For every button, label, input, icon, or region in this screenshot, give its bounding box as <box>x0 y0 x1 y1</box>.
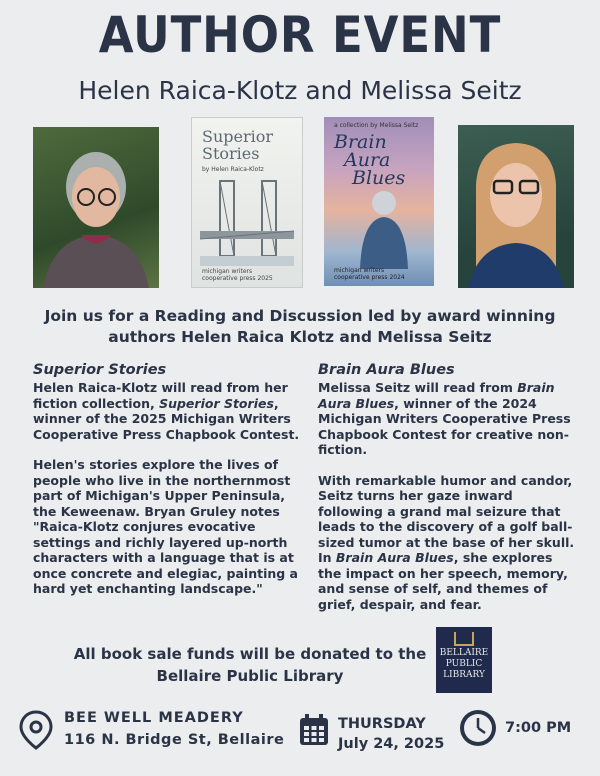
brain-cover-title: Brain Aura Blues <box>334 131 406 189</box>
event-day: THURSDAY <box>338 716 426 732</box>
library-logo: BELLAIRE PUBLIC LIBRARY <box>436 627 492 693</box>
superior-cover-title: Superior Stories <box>202 127 274 163</box>
brain-cover-byline: a collection by Melissa Seitz <box>334 122 419 129</box>
event-intro: Join us for a Reading and Discussion led by award winning authors Helen Raica Klotz and Melissa Seitz <box>44 307 556 346</box>
calendar-icon <box>299 714 329 746</box>
melissa-photo <box>458 125 574 288</box>
event-title: AUTHOR EVENT <box>98 6 502 64</box>
brain-aura-blues-intro: Melissa Seitz will read from Brain Aura Blues, winner of the 2024 Michigan Writers Cooperative Press Chapbook Contest for creative non-fiction. <box>318 380 571 457</box>
brain-cover-publisher: michigan writers cooperative press 2024 <box>334 267 405 281</box>
venue-address: 116 N. Bridge St, Bellaire <box>64 732 285 748</box>
brain-aura-blues-description: With remarkable humor and candor, Seitz turns her gaze inward following a grand mal seizure that leads to the discovery of a golf ball-sized tumor at the base of her skull. In Brain Aura Blues, she explores the impact on her speech, memory, and sense of self, and themes of grief, despair, and fear. <box>318 472 575 612</box>
event-time: 7:00 PM <box>505 720 572 736</box>
event-date: July 24, 2025 <box>338 736 445 752</box>
superior-stories-section <box>33 361 305 612</box>
brain-aura-blues-section <box>318 361 580 627</box>
brain-aura-blues-heading: Brain Aura Blues <box>318 362 455 378</box>
superior-stories-cover <box>191 117 303 288</box>
superior-stories-intro: Helen Raica-Klotz will read from her fiction collection, Superior Stories, winner of the 2025 Michigan Writers Cooperative Press Chapbook Contest. <box>33 380 300 442</box>
superior-cover-byline: by Helen Raica-Klotz <box>202 166 264 173</box>
donation-note: All book sale funds will be donated to the Bellaire Public Library <box>73 645 427 685</box>
clock-icon <box>458 708 498 748</box>
event-details-footer <box>0 704 600 764</box>
brain-aura-blues-cover <box>324 117 434 286</box>
location-pin-icon <box>18 710 54 750</box>
superior-stories-description: Helen's stories explore the lives of people who live in the northernmost part of Michigan's Upper Peninsula, the Keweenaw. Bryan Gruley notes "Raica-Klotz conjures evocative settings and richly layered up-north characters with a language that is at once concrete and elegiac, painting a hard yet enchanting landscape." <box>33 457 298 596</box>
superior-cover-publisher: michigan writers cooperative press 2025 <box>202 268 273 282</box>
authors-subtitle: Helen Raica-Klotz and Melissa Seitz <box>78 76 522 105</box>
superior-stories-heading: Superior Stories <box>33 362 167 378</box>
lift-bridge-illustration <box>200 176 294 266</box>
open-book-icon <box>454 632 474 646</box>
woman-back-illustration <box>352 189 416 269</box>
venue-name: BEE WELL MEADERY <box>64 710 244 726</box>
helen-photo <box>33 127 159 288</box>
